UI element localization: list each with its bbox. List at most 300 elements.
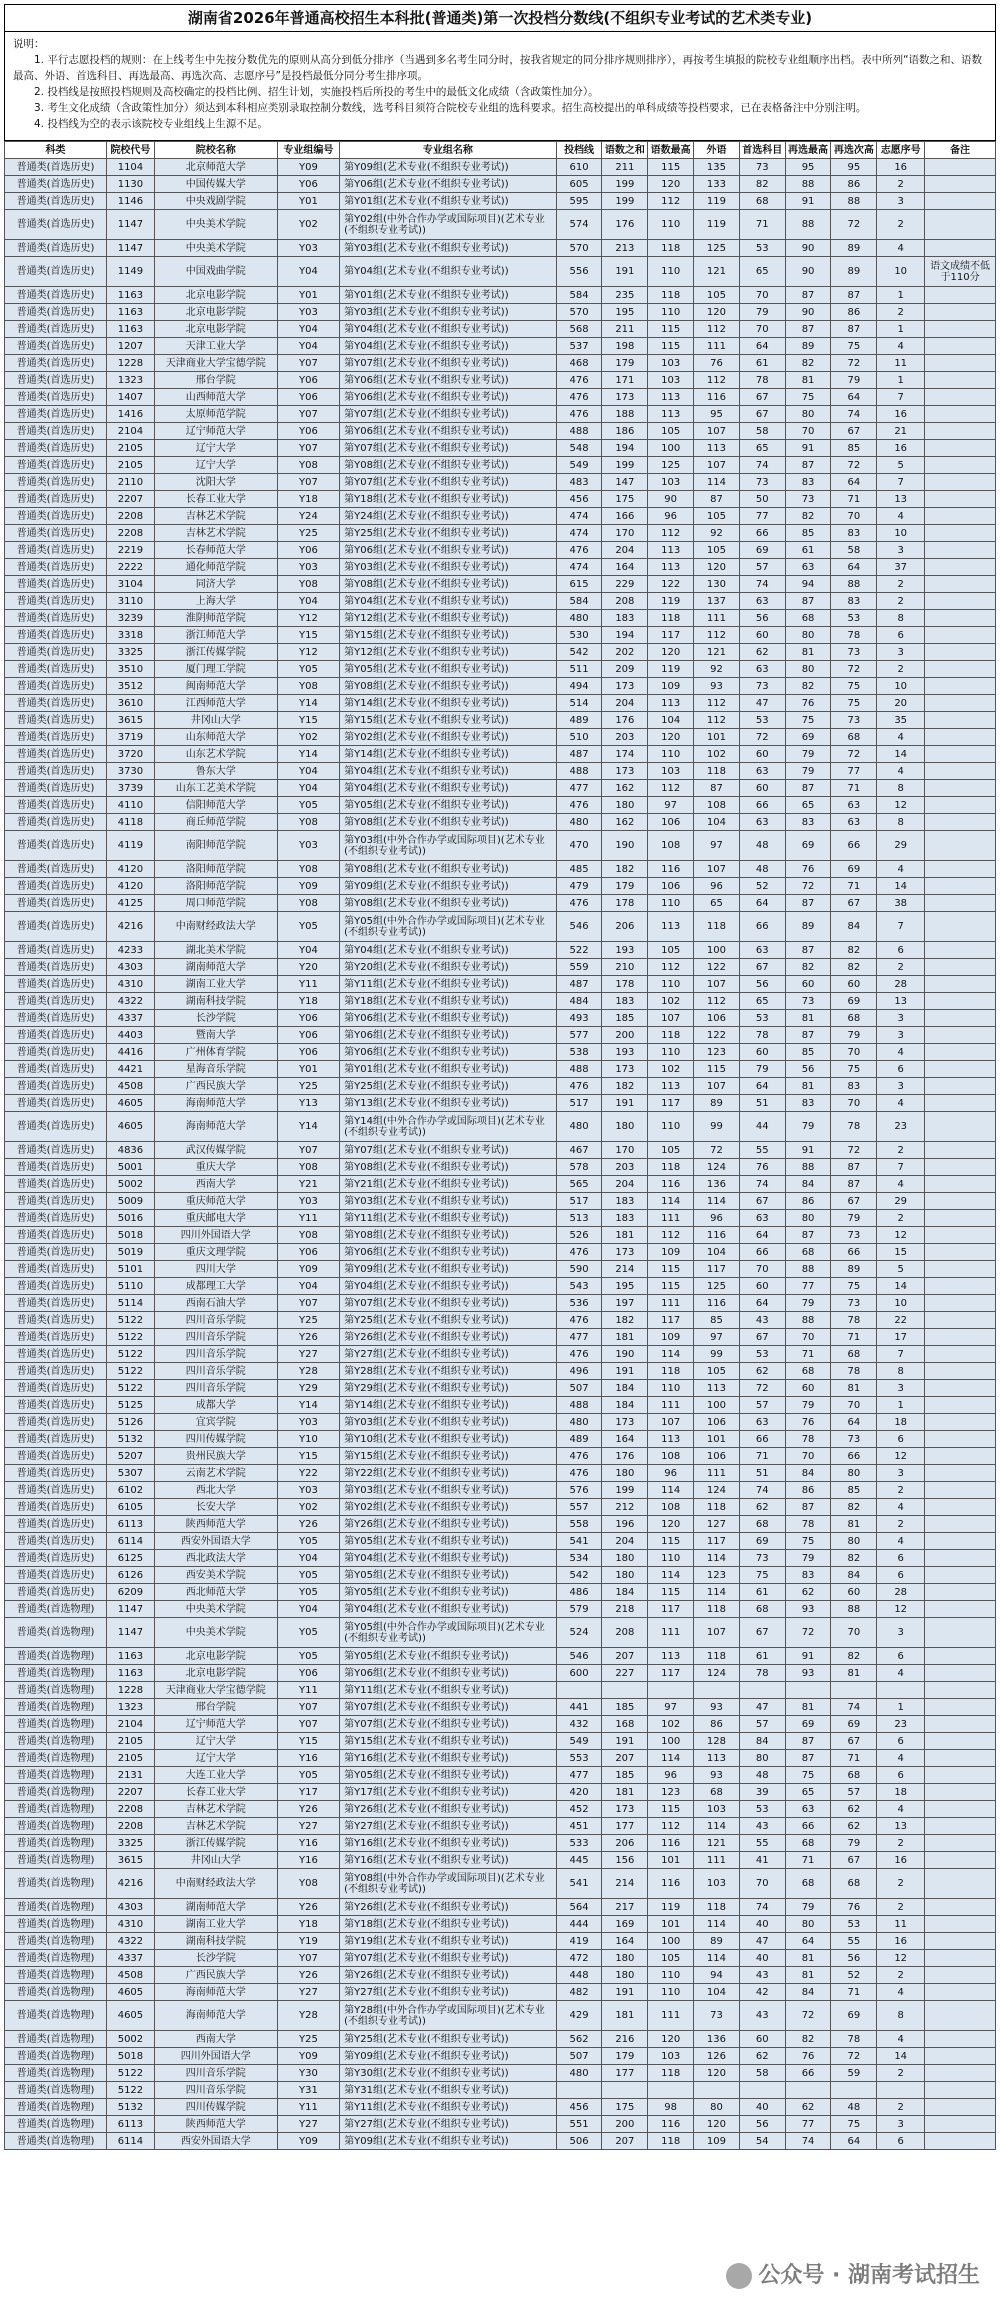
table-cell (925, 1465, 996, 1482)
table-cell: 69 (785, 831, 831, 861)
table-cell: 114 (694, 1950, 740, 1967)
table-row (5, 1380, 996, 1397)
table-cell (925, 861, 996, 878)
table-cell: 87 (831, 287, 877, 304)
table-cell: Y04 (277, 1550, 339, 1567)
table-cell: 107 (694, 861, 740, 878)
table-cell: Y06 (277, 1665, 339, 1682)
table-cell: 103 (648, 763, 694, 780)
table-cell (925, 1567, 996, 1584)
table-cell: 96 (648, 508, 694, 525)
table-cell: 68 (831, 1010, 877, 1027)
table-row (5, 1061, 996, 1078)
table-cell (925, 1984, 996, 2001)
table-cell: 35 (877, 712, 925, 729)
table-cell: 562 (556, 2031, 602, 2048)
table-cell: 47 (739, 1933, 785, 1950)
table-cell (925, 1312, 996, 1329)
table-row (5, 1363, 996, 1380)
table-cell: 476 (556, 1465, 602, 1482)
table-cell: 广西民族大学 (154, 1078, 277, 1095)
table-cell: 91 (785, 440, 831, 457)
table-cell: 69 (785, 1716, 831, 1733)
table-cell: 126 (694, 2048, 740, 2065)
table-row (5, 959, 996, 976)
table-cell: 79 (831, 1210, 877, 1227)
table-cell: 117 (648, 627, 694, 644)
table-cell: 101 (648, 1852, 694, 1869)
table-row (5, 993, 996, 1010)
table-cell: 91 (785, 1142, 831, 1159)
table-cell: 第Y18组(艺术专业(不组织专业考试)) (340, 993, 557, 1010)
table-cell: 2 (877, 1899, 925, 1916)
table-cell: 108 (648, 1499, 694, 1516)
table-cell: 69 (831, 993, 877, 1010)
table-cell: Y11 (277, 1682, 339, 1699)
table-cell: 79 (785, 1397, 831, 1414)
table-cell: 6105 (107, 1499, 155, 1516)
table-cell: 29 (877, 1193, 925, 1210)
table-cell: 78 (785, 1431, 831, 1448)
table-cell (925, 1933, 996, 1950)
table-cell: 四川音乐学院 (154, 1380, 277, 1397)
table-cell: 113 (648, 695, 694, 712)
table-cell: 188 (602, 406, 648, 423)
table-cell: 48 (739, 831, 785, 861)
table-cell: 普通类(首选物理) (5, 1767, 107, 1784)
table-cell: 74 (739, 457, 785, 474)
table-cell: 4 (877, 1750, 925, 1767)
table-cell: 普通类(首选历史) (5, 576, 107, 593)
table-cell: 2 (877, 593, 925, 610)
table-cell (925, 1716, 996, 1733)
table-cell: 6113 (107, 2116, 155, 2133)
table-cell (925, 440, 996, 457)
table-cell: 114 (648, 1567, 694, 1584)
table-cell: 111 (694, 610, 740, 627)
table-cell: 128 (694, 1733, 740, 1750)
table-cell: 133 (694, 176, 740, 193)
table-cell: 5122 (107, 1346, 155, 1363)
table-cell: 63 (739, 661, 785, 678)
table-cell: 68 (831, 1346, 877, 1363)
table-cell: 78 (831, 627, 877, 644)
table-cell: 72 (739, 729, 785, 746)
table-cell: Y04 (277, 321, 339, 338)
table-cell: 74 (739, 1899, 785, 1916)
table-row (5, 1112, 996, 1142)
table-cell (925, 1818, 996, 1835)
table-row (5, 1601, 996, 1618)
table-cell: 116 (648, 1869, 694, 1899)
table-cell: Y16 (277, 1852, 339, 1869)
table-cell (925, 1380, 996, 1397)
table-cell: 13 (877, 993, 925, 1010)
table-cell: Y07 (277, 1142, 339, 1159)
table-cell: 170 (602, 525, 648, 542)
table-cell: 普通类(首选历史) (5, 457, 107, 474)
table-cell: 93 (785, 1665, 831, 1682)
table-cell: 1 (877, 321, 925, 338)
table-cell: 122 (694, 1027, 740, 1044)
table-cell: 39 (739, 1784, 785, 1801)
table-cell: 109 (648, 678, 694, 695)
table-cell: 中央美术学院 (154, 1601, 277, 1618)
table-cell: 57 (739, 1716, 785, 1733)
table-cell: 3 (877, 193, 925, 210)
table-cell: 2 (877, 959, 925, 976)
table-cell (925, 2116, 996, 2133)
table-cell (925, 542, 996, 559)
table-cell: 第Y06组(艺术专业(不组织专业考试)) (340, 1244, 557, 1261)
table-cell: 111 (694, 1465, 740, 1482)
table-cell: 89 (831, 257, 877, 287)
table-cell: 173 (602, 389, 648, 406)
table-cell: 第Y01组(艺术专业(不组织专业考试)) (340, 287, 557, 304)
table-cell: 171 (602, 372, 648, 389)
table-row (5, 1818, 996, 1835)
table-cell: 第Y28组(中外合作办学或国际项目)(艺术专业(不组织专业考试)) (340, 2001, 557, 2031)
table-cell: 井冈山大学 (154, 1852, 277, 1869)
table-cell: 66 (831, 1448, 877, 1465)
table-cell: 113 (648, 559, 694, 576)
column-header: 再选次高 (831, 142, 877, 159)
table-cell: 山东工艺美术学院 (154, 780, 277, 797)
table-cell: 70 (831, 1044, 877, 1061)
table-cell: 112 (648, 780, 694, 797)
table-cell: 第Y15组(艺术专业(不组织专业考试)) (340, 1733, 557, 1750)
table-cell: 69 (831, 861, 877, 878)
table-cell: 13 (877, 491, 925, 508)
table-cell: 579 (556, 1601, 602, 1618)
table-cell: 14 (877, 878, 925, 895)
table-cell: 199 (602, 1482, 648, 1499)
table-cell: 天津商业大学宝德学院 (154, 1682, 277, 1699)
table-cell: 568 (556, 321, 602, 338)
table-cell: Y07 (277, 355, 339, 372)
table-cell: 72 (694, 1142, 740, 1159)
table-cell: 3610 (107, 695, 155, 712)
table-cell: 普通类(首选历史) (5, 1027, 107, 1044)
table-cell: 513 (556, 1210, 602, 1227)
table-row (5, 2116, 996, 2133)
table-cell: 4 (877, 1665, 925, 1682)
table-cell: 第Y15组(艺术专业(不组织专业考试)) (340, 627, 557, 644)
table-cell: 第Y07组(艺术专业(不组织专业考试)) (340, 406, 557, 423)
table-cell: 2208 (107, 1801, 155, 1818)
table-cell: 8 (877, 780, 925, 797)
table-cell: 217 (602, 1899, 648, 1916)
table-cell: 5207 (107, 1448, 155, 1465)
table-cell: 114 (648, 1750, 694, 1767)
table-cell: 普通类(首选历史) (5, 1210, 107, 1227)
table-cell: 111 (648, 2001, 694, 2031)
table-cell: Y05 (277, 797, 339, 814)
table-row (5, 1869, 996, 1899)
table-cell: 81 (785, 1967, 831, 1984)
table-row (5, 2099, 996, 2116)
table-cell: 118 (694, 1648, 740, 1665)
table-cell: 普通类(首选历史) (5, 861, 107, 878)
table-cell: Y07 (277, 474, 339, 491)
table-cell: 113 (648, 1648, 694, 1665)
table-cell: 56 (739, 976, 785, 993)
table-cell: 93 (694, 678, 740, 695)
table-cell: 12 (877, 797, 925, 814)
table-cell: 第Y26组(艺术专业(不组织专业考试)) (340, 1801, 557, 1818)
table-cell: 2110 (107, 474, 155, 491)
table-cell: 113 (694, 440, 740, 457)
table-cell: 62 (739, 644, 785, 661)
table-cell: 16 (877, 1933, 925, 1950)
column-header: 投档线 (556, 142, 602, 159)
table-cell: 西安美术学院 (154, 1567, 277, 1584)
table-cell: 湖北美术学院 (154, 942, 277, 959)
table-cell: 191 (602, 1984, 648, 2001)
table-cell: 10 (877, 257, 925, 287)
table-cell: 203 (602, 1159, 648, 1176)
table-row (5, 678, 996, 695)
table-cell: 普通类(首选历史) (5, 627, 107, 644)
table-cell: 7 (877, 1159, 925, 1176)
table-cell: 115 (648, 1278, 694, 1295)
table-cell: 普通类(首选物理) (5, 1933, 107, 1950)
table-cell: 53 (739, 1010, 785, 1027)
table-cell: 487 (556, 976, 602, 993)
table-cell: 136 (694, 1176, 740, 1193)
table-cell: 179 (602, 2048, 648, 2065)
table-cell: 89 (785, 912, 831, 942)
table-cell: 65 (785, 797, 831, 814)
table-cell: 85 (785, 525, 831, 542)
table-cell: 1 (877, 1397, 925, 1414)
table-cell: 110 (648, 746, 694, 763)
table-cell: 110 (648, 895, 694, 912)
table-cell: 115 (648, 159, 694, 176)
table-cell: 170 (602, 1142, 648, 1159)
table-cell: 28 (877, 976, 925, 993)
table-cell: 107 (694, 1078, 740, 1095)
table-cell: 8 (877, 1363, 925, 1380)
table-cell: 贵州民族大学 (154, 1448, 277, 1465)
column-header: 首选科目 (739, 142, 785, 159)
table-cell: 第Y07组(艺术专业(不组织专业考试)) (340, 440, 557, 457)
note-item: 4. 投档线为空的表示该院校专业组线上生源不足。 (34, 118, 268, 130)
table-cell: 四川传媒学院 (154, 1431, 277, 1448)
table-cell: 2104 (107, 423, 155, 440)
table-cell: 64 (739, 1078, 785, 1095)
table-cell: 第Y03组(艺术专业(不组织专业考试)) (340, 304, 557, 321)
table-cell: 60 (831, 1584, 877, 1601)
table-cell: 120 (648, 644, 694, 661)
table-cell: 119 (648, 1899, 694, 1916)
table-cell: 110 (648, 257, 694, 287)
table-row (5, 287, 996, 304)
table-cell: 4 (877, 240, 925, 257)
table-cell: 476 (556, 1078, 602, 1095)
table-cell: 第Y10组(艺术专业(不组织专业考试)) (340, 1431, 557, 1448)
table-cell: 63 (739, 942, 785, 959)
table-cell: Y06 (277, 1010, 339, 1027)
table-cell: 124 (694, 1482, 740, 1499)
table-cell: 79 (785, 746, 831, 763)
table-cell: 普通类(首选历史) (5, 678, 107, 695)
table-cell: 75 (831, 1061, 877, 1078)
table-cell: 1163 (107, 287, 155, 304)
table-cell: 第Y01组(艺术专业(不组织专业考试)) (340, 1061, 557, 1078)
table-cell: 普通类(首选物理) (5, 1950, 107, 1967)
table-cell: 2105 (107, 1750, 155, 1767)
table-cell: 60 (739, 2031, 785, 2048)
table-cell: 115 (648, 1584, 694, 1601)
table-cell (648, 2082, 694, 2099)
table-cell: 80 (694, 2099, 740, 2116)
table-cell: 81 (831, 1380, 877, 1397)
table-cell: 90 (648, 491, 694, 508)
table-cell: Y17 (277, 1784, 339, 1801)
table-row (5, 210, 996, 240)
table-cell: Y15 (277, 712, 339, 729)
table-cell: 辽宁师范大学 (154, 423, 277, 440)
table-cell: 长春师范大学 (154, 542, 277, 559)
table-cell: 102 (694, 746, 740, 763)
table-cell: 67 (739, 959, 785, 976)
table-cell (925, 159, 996, 176)
table-cell: 483 (556, 474, 602, 491)
table-cell: 517 (556, 1095, 602, 1112)
table-cell: 第Y26组(艺术专业(不组织专业考试)) (340, 1516, 557, 1533)
table-cell: 4 (877, 338, 925, 355)
table-row (5, 491, 996, 508)
table-cell: 173 (602, 763, 648, 780)
table-cell: 110 (648, 1550, 694, 1567)
table-cell: 3512 (107, 678, 155, 695)
table-cell: 120 (648, 1516, 694, 1533)
table-row (5, 1465, 996, 1482)
table-row (5, 627, 996, 644)
table-cell: 4 (877, 1984, 925, 2001)
table-cell: 吉林艺术学院 (154, 525, 277, 542)
table-cell: 87 (785, 321, 831, 338)
table-cell: 93 (694, 1699, 740, 1716)
table-cell: 114 (648, 1193, 694, 1210)
table-cell: 162 (602, 814, 648, 831)
table-cell: 121 (694, 257, 740, 287)
table-cell: 西安外国语大学 (154, 2133, 277, 2150)
table-cell: 5122 (107, 1363, 155, 1380)
table-cell: 68 (694, 1784, 740, 1801)
table-cell (925, 559, 996, 576)
table-cell: 476 (556, 895, 602, 912)
table-row (5, 2048, 996, 2065)
table-cell: 64 (831, 389, 877, 406)
table-cell: 186 (602, 423, 648, 440)
table-cell: 上海大学 (154, 593, 277, 610)
table-cell: Y01 (277, 287, 339, 304)
table-row (5, 1431, 996, 1448)
table-cell: 78 (785, 1516, 831, 1533)
table-cell: 4 (877, 1044, 925, 1061)
table-row (5, 912, 996, 942)
table-cell: 444 (556, 1916, 602, 1933)
table-cell: 4508 (107, 1967, 155, 1984)
table-cell: 2 (877, 1869, 925, 1899)
table-cell: 169 (602, 1916, 648, 1933)
table-cell: 普通类(首选历史) (5, 1044, 107, 1061)
table-cell: 1323 (107, 1699, 155, 1716)
table-cell: 53 (739, 712, 785, 729)
table-cell: 1163 (107, 1665, 155, 1682)
table-cell: 60 (739, 780, 785, 797)
table-cell: 井冈山大学 (154, 712, 277, 729)
table-cell: 109 (648, 1329, 694, 1346)
table-cell: 第Y02组(中外合作办学或国际项目)(艺术专业(不组织专业考试)) (340, 210, 557, 240)
table-cell: 第Y28组(艺术专业(不组织专业考试)) (340, 1363, 557, 1380)
table-cell: 87 (694, 780, 740, 797)
table-cell: 184 (602, 1397, 648, 1414)
table-cell: 111 (648, 1295, 694, 1312)
table-cell: 第Y15组(艺术专业(不组织专业考试)) (340, 712, 557, 729)
table-row (5, 576, 996, 593)
table-cell: 2 (877, 1142, 925, 1159)
table-cell: 203 (602, 729, 648, 746)
table-cell: 80 (785, 1916, 831, 1933)
table-cell: 60 (739, 1278, 785, 1295)
table-row (5, 406, 996, 423)
table-cell: 81 (831, 1516, 877, 1533)
table-cell: 14 (877, 746, 925, 763)
table-cell: 通化师范学院 (154, 559, 277, 576)
table-cell: 第Y09组(艺术专业(不组织专业考试)) (340, 2133, 557, 2150)
table-cell (925, 1869, 996, 1899)
table-cell: 74 (785, 2133, 831, 2150)
table-cell: 3719 (107, 729, 155, 746)
table-cell: 123 (694, 1044, 740, 1061)
table-cell: 4310 (107, 976, 155, 993)
table-cell: 辽宁大学 (154, 1733, 277, 1750)
table-cell: 210 (602, 959, 648, 976)
table-cell: 83 (785, 1095, 831, 1112)
table-cell: 西安外国语大学 (154, 1533, 277, 1550)
table-cell: 普通类(首选物理) (5, 1899, 107, 1916)
table-cell: 四川大学 (154, 1261, 277, 1278)
table-cell: 80 (785, 406, 831, 423)
table-cell: 79 (739, 1061, 785, 1078)
table-cell: 67 (739, 389, 785, 406)
table-cell: 海南师范大学 (154, 1984, 277, 2001)
table-cell: 第Y27组(艺术专业(不组织专业考试)) (340, 2116, 557, 2133)
table-cell: 普通类(首选物理) (5, 2116, 107, 2133)
table-cell: 183 (602, 993, 648, 1010)
table-cell: Y27 (277, 2116, 339, 2133)
table-cell: 第Y07组(艺术专业(不组织专业考试)) (340, 1295, 557, 1312)
table-cell: 普通类(首选历史) (5, 1329, 107, 1346)
table-cell: 64 (831, 2133, 877, 2150)
table-cell: Y07 (277, 1295, 339, 1312)
table-cell: 103 (694, 1869, 740, 1899)
table-cell: 辽宁大学 (154, 1750, 277, 1767)
table-cell: 47 (739, 695, 785, 712)
table-cell: 60 (739, 627, 785, 644)
table-cell: 61 (739, 1584, 785, 1601)
table-cell (925, 1784, 996, 1801)
table-cell: 207 (602, 1648, 648, 1665)
table-cell: 556 (556, 257, 602, 287)
table-cell: 109 (648, 1244, 694, 1261)
table-cell: 4233 (107, 942, 155, 959)
table-cell: 6 (877, 1431, 925, 1448)
table-cell: 117 (694, 1533, 740, 1550)
